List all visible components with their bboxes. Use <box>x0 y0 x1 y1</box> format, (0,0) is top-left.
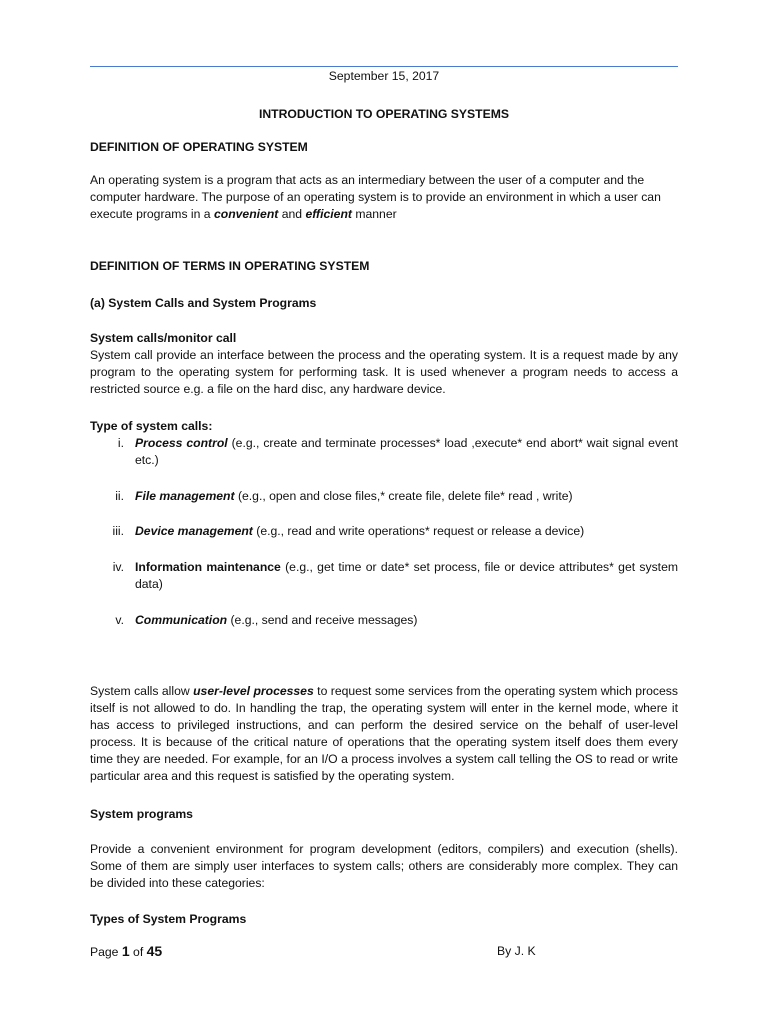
system-calls-heading: System calls/monitor call <box>90 331 237 345</box>
emphasis-efficient: efficient <box>305 207 352 221</box>
subsection-heading-system-calls: (a) System Calls and System Programs <box>90 296 317 310</box>
page-number <box>90 943 162 961</box>
page-label: Page <box>90 945 122 959</box>
types-of-system-calls-heading: Type of system calls: <box>90 419 213 433</box>
list-desc: (e.g., open and close files,* create file, delete file* read , write) <box>234 489 573 503</box>
list-term: Information maintenance <box>135 560 281 574</box>
header-date: September 15, 2017 <box>328 69 440 83</box>
system-calls-paragraph: System call provide an interface between the process and the operating system. It is a request made by any program to the operating system for performing task. It is used whenever a program needs to access a restricted source e.g. a file on the hard disc, any hardware device. <box>90 348 678 396</box>
list-text <box>135 559 678 593</box>
total-pages: 45 <box>146 943 163 959</box>
list-text <box>135 523 678 540</box>
list-text <box>135 612 678 629</box>
list-number: v. <box>115 613 124 627</box>
list-number: i. <box>117 436 124 450</box>
list-text <box>135 488 678 505</box>
definition-text: An operating system is a program that acts as an intermediary between the user of a computer and the computer hardware. The purpose of an operating system is to provide an environment in which a user can execute programs in a <box>90 173 661 221</box>
list-desc: (e.g., read and write operations* request or release a device) <box>252 524 585 538</box>
system-calls-allow-paragraph <box>90 683 678 785</box>
section-heading-terms: DEFINITION OF TERMS IN OPERATING SYSTEM <box>90 259 370 273</box>
list-number: iii. <box>112 524 124 538</box>
system-programs-paragraph: Provide a convenient environment for program development (editors, compilers) and execution (shells). Some of them are simply user interfaces to system calls; others are considerably more complex. They can be divided into these categories: <box>90 842 678 890</box>
list-desc: (e.g., create and terminate processes* load ,execute* end abort* wait signal event etc.) <box>135 436 678 467</box>
definition-paragraph <box>90 172 678 223</box>
footer-author: By J. K <box>497 944 536 958</box>
system-programs-heading: System programs <box>90 807 193 821</box>
page-title: INTRODUCTION TO OPERATING SYSTEMS <box>258 107 510 121</box>
list-term: File management <box>135 489 235 503</box>
list-term: Device management <box>135 524 253 538</box>
list-number: iv. <box>112 560 124 574</box>
section-heading-definition: DEFINITION OF OPERATING SYSTEM <box>90 140 308 154</box>
list-number: ii. <box>115 489 124 503</box>
types-of-system-programs-heading: Types of System Programs <box>90 912 247 926</box>
allow-text-start: System calls allow <box>90 684 194 698</box>
current-page-number: 1 <box>121 943 130 959</box>
header-rule <box>90 66 678 67</box>
allow-text-rest: to request some services from the operating system which process itself is not allowed to do. In handling the trap, the operating system will enter in the kernel mode, where it has access to privileged instructions, and can perform the desired service on the behalf of user-level process. It is because of the critical nature of operations that the operating system itself does them every time they are needed. For example, for an I/O a process involves a system call telling the OS to read or write particular area and this request is satisfied by the operating system. <box>90 684 678 783</box>
emphasis-user-level-processes: user-level processes <box>193 684 314 698</box>
of-label: of <box>129 945 147 959</box>
emphasis-convenient: convenient <box>213 207 279 221</box>
list-text <box>135 435 678 469</box>
list-desc: (e.g., get time or date* set process, file or device attributes* get system data) <box>135 560 679 591</box>
list-term: Communication <box>135 613 228 627</box>
definition-and: and <box>278 207 306 221</box>
list-desc: (e.g., send and receive messages) <box>227 613 418 627</box>
list-term: Process control <box>135 436 228 450</box>
definition-end: manner <box>351 207 397 221</box>
